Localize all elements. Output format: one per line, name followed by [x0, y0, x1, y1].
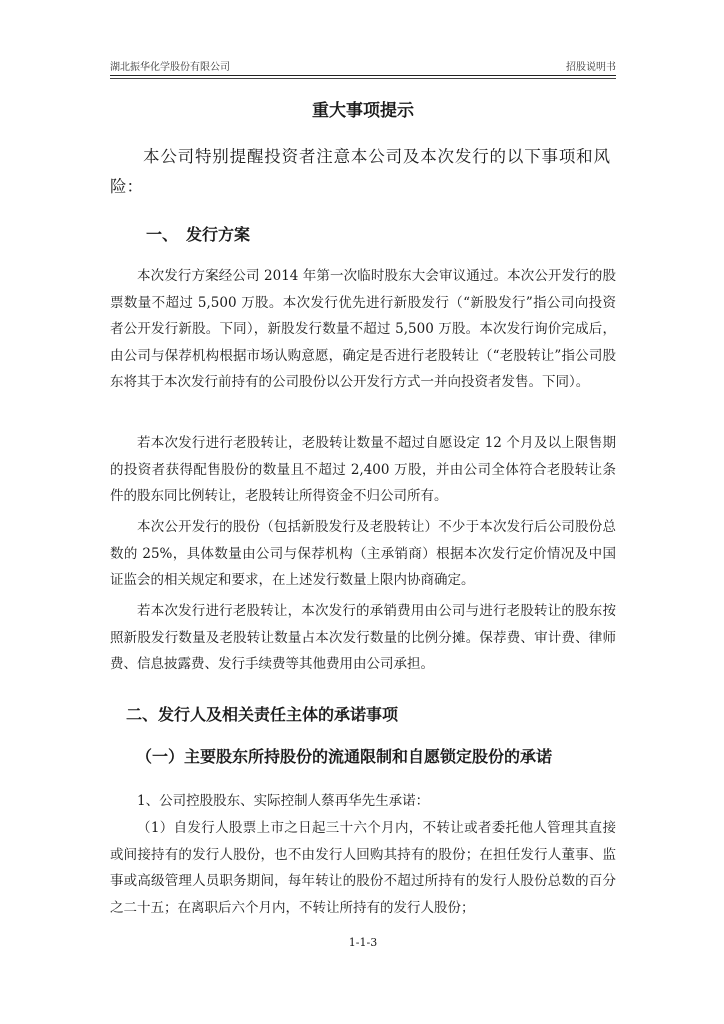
section-2-subheading: （一）主要股东所持股份的流通限制和自愿锁定股份的承诺: [136, 747, 553, 766]
section-1-paragraph-3: 本次公开发行的股份（包括新股发行及老股转让）不少于本次发行后公司股份总数的 25%，具体数量由公司与保荐机构（主承销商）根据本次发行定价情况及中国证监会的相关规定和要求，在上述发行数量上限内协商确定。: [110, 519, 616, 588]
section-1-paragraph-1: 本次发行方案经公司 2014 年第一次临时股东大会审议通过。本次公开发行的股票数量不超过 5,500 万股。本次发行优先进行新股发行（“新股发行”指公司向投资者公开发行新股。下同），新股发行数量不超过 5,500 万股。本次发行询价完成后，由公司与保荐机构根据市场认购意愿，确定是否进行老股转让（“老股转让”指公司股东将其于本次发行前持有的公司股份以公开发行方式一并向投资者发售。下同）。: [110, 268, 616, 390]
page-title: 重大事项提示: [312, 101, 414, 121]
section-2-heading: 二、发行人及相关责任主体的承诺事项: [126, 705, 399, 724]
header-company-name: 湖北振华化学股份有限公司: [110, 62, 230, 73]
commitment-item-1-1: （1）自发行人股票上市之日起三十六个月内，不转让或者委托他人管理其直接或间接持有的发行人股份，也不由发行人回购其持有的股份；在担任发行人董事、监事或高级管理人员职务期间，每年转让的股份不超过所持有的发行人股份总数的百分之二十五；在离职后六个月内，不转让所持有的发行人股份；: [110, 820, 616, 916]
section-1-paragraph-4: 若本次发行进行老股转让，本次发行的承销费用由公司与进行老股转让的股东按照新股发行数量及老股转让数量占本次发行数量的比例分摊。保荐费、审计费、律师费、信息披露费、发行手续费等其他费用由公司承担。: [110, 603, 616, 672]
commitment-item-1: 1、公司控股股东、实际控制人蔡再华先生承诺：: [137, 793, 430, 809]
section-1-paragraph-2: 若本次发行进行老股转让，老股转让数量不超过自愿设定 12 个月及以上限售期的投资者获得配售股份的数量且不超过 2,400 万股，并由公司全体符合老股转让条件的股东同比例转让，老股转让所得资金不归公司所有。: [110, 435, 616, 504]
header-rule-thick: [110, 75, 616, 76]
header-document-type: 招股说明书: [566, 62, 616, 73]
header-rule-thin: [110, 78, 616, 79]
intro-paragraph: 本公司特别提醒投资者注意本公司及本次发行的以下事项和风险：: [110, 147, 610, 196]
page-number: 1-1-3: [348, 936, 378, 949]
section-1-heading: 一、 发行方案: [146, 225, 251, 244]
